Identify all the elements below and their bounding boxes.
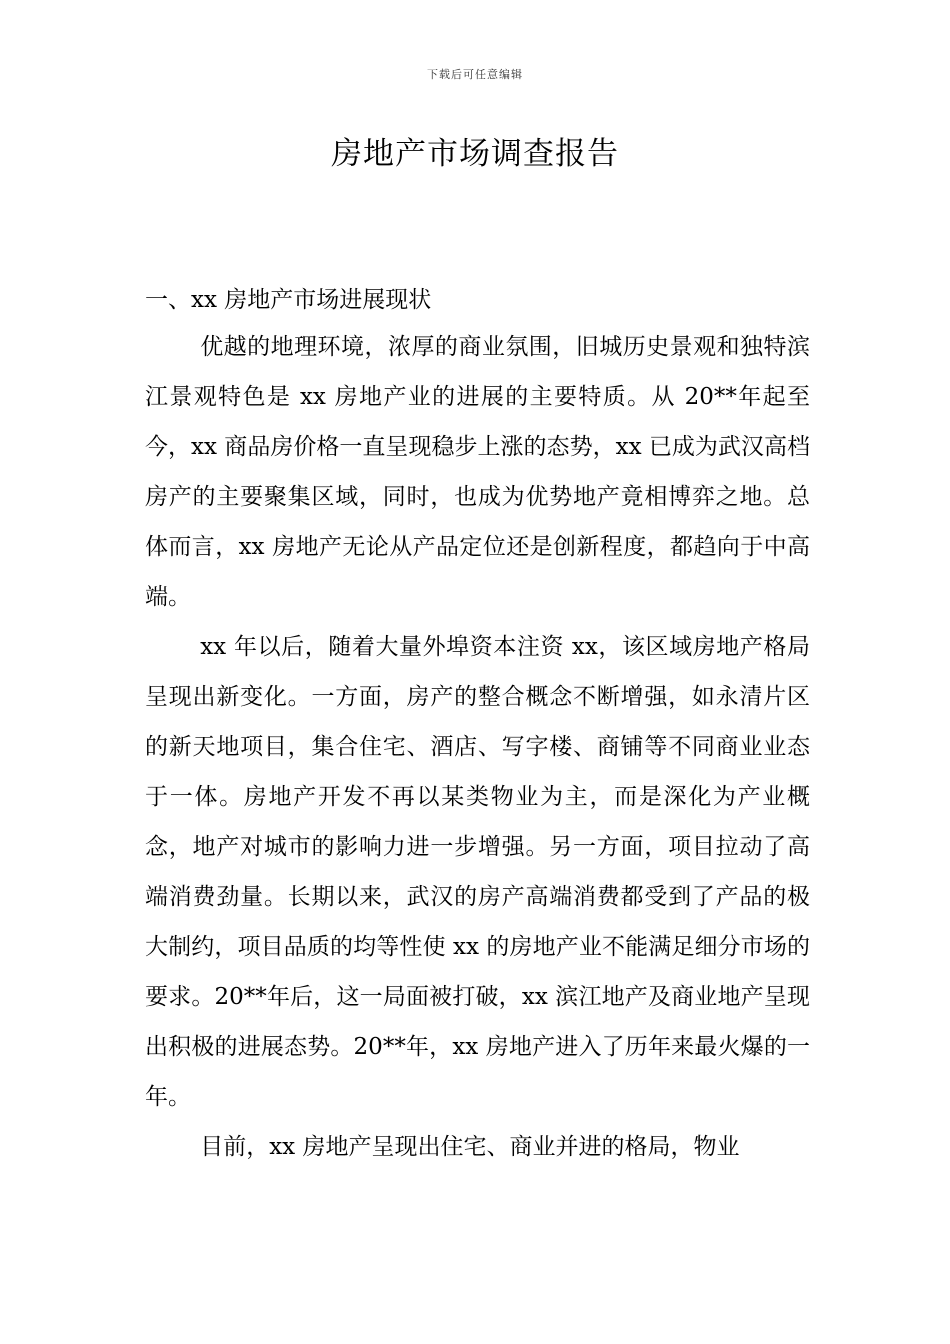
document-body xyxy=(145,282,810,1172)
document-title: 房地产市场调查报告 xyxy=(331,136,619,172)
paragraph-2: xx 年以后，随着大量外埠资本注资 xx，该区域房地产格局呈现出新变化。一方面，房产的整合概念不断增强，如永清片区的新天地项目，集合住宅、酒店、写字楼、商铺等不同商业业态于一体。房地产开发不再以某类物业为主，而是深化为产业概念，地产对城市的影响力进一步增强。另一方面，项目拉动了高端消费劲量。长期以来，武汉的房产高端消费都受到了产品的极大制约，项目品质的均等性使 xx 的房地产业不能满足细分市场的要求。20**年后，这一局面被打破，xx 滨江地产及商业地产呈现出积极的进展态势。20**年，xx 房地产进入了历年来最火爆的一年。 xyxy=(145,634,810,1110)
header-note: 下载后可任意编辑 xyxy=(427,68,523,81)
paragraph-3: 目前，xx 房地产呈现出住宅、商业并进的格局，物业 xyxy=(200,1134,740,1160)
section-heading: 一、xx 房地产市场进展现状 xyxy=(145,287,432,313)
paragraph-1: 优越的地理环境，浓厚的商业氛围，旧城历史景观和独特滨江景观特色是 xx 房地产业的进展的主要特质。从 20**年起至今，xx 商品房价格一直呈现稳步上涨的态势，xx 已成为武汉高档房产的主要聚集区域，同时，也成为优势地产竟相博弈之地。总体而言，xx 房地产无论从产品定位还是创新程度，都趋向于中高端。 xyxy=(145,334,810,610)
